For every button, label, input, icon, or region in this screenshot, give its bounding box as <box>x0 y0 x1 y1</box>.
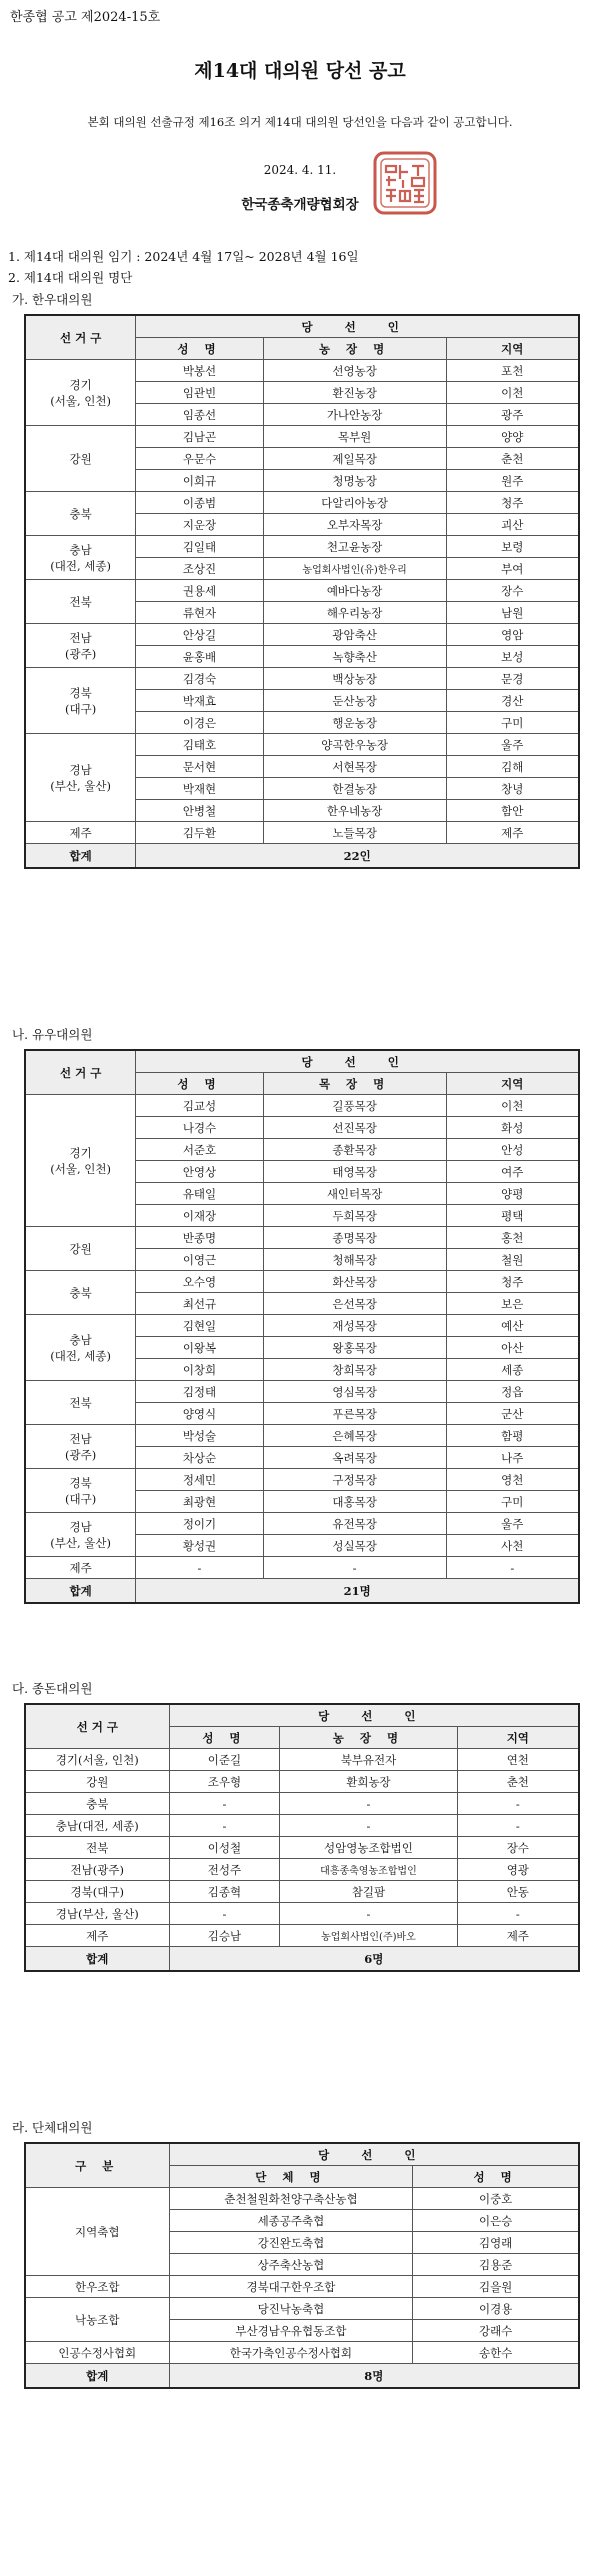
table-row <box>25 536 579 558</box>
region-cell: 영천 <box>446 1469 579 1491</box>
region-cell: 홍천 <box>446 1227 579 1249</box>
organization-cell: 부산경남우유협동조합 <box>169 2320 413 2342</box>
name-cell: 나경수 <box>136 1117 263 1139</box>
table-row <box>25 580 579 602</box>
district-cell: 경기(서울, 인천) <box>25 1749 169 1771</box>
region-cell: 춘천 <box>446 448 579 470</box>
region-cell: 안성 <box>446 1139 579 1161</box>
district-cell: 전남(광주) <box>25 1859 169 1881</box>
name-cell: - <box>136 1557 263 1579</box>
table-row <box>25 668 579 690</box>
announcement-date: 2024. 4. 11. <box>263 163 337 177</box>
region-cell: 함평 <box>446 1425 579 1447</box>
name-cell: 조우형 <box>169 1771 280 1793</box>
header-farm: 농 장 명 <box>263 338 446 360</box>
region-cell: 여주 <box>446 1161 579 1183</box>
table-row <box>25 426 579 448</box>
region-cell: 철원 <box>446 1249 579 1271</box>
total-label: 합계 <box>25 1947 169 1972</box>
region-cell: 김해 <box>446 756 579 778</box>
name-cell: 양영식 <box>136 1403 263 1425</box>
dairy-delegates-table <box>24 1049 580 1604</box>
farm-cell: 광암축산 <box>263 624 446 646</box>
name-cell: 이영근 <box>136 1249 263 1271</box>
region-cell: 경산 <box>446 690 579 712</box>
name-cell: 이종범 <box>136 492 263 514</box>
table-row <box>25 2298 579 2320</box>
name-cell: 지운장 <box>136 514 263 536</box>
total-label: 합계 <box>25 844 136 869</box>
region-cell: 장수 <box>457 1837 579 1859</box>
farm-cell: 서현목장 <box>263 756 446 778</box>
farm-cell: 녹향축산 <box>263 646 446 668</box>
roster-item: 2. 제14대 대의원 명단 <box>8 270 133 285</box>
farm-cell: 환희농장 <box>280 1771 457 1793</box>
name-cell: 최광현 <box>136 1491 263 1513</box>
name-cell: 박재효 <box>136 690 263 712</box>
district-cell: 충남 (대전, 세종) <box>25 1315 136 1381</box>
district-cell: 제주 <box>25 1557 136 1579</box>
name-cell: 이경은 <box>136 712 263 734</box>
signer-name: 한국종축개량협회장 <box>241 197 359 213</box>
region-cell: 구미 <box>446 1491 579 1513</box>
farm-cell: 대흥종축영농조합법인 <box>280 1859 457 1881</box>
name-cell: 정세민 <box>136 1469 263 1491</box>
district-cell: 강원 <box>25 426 136 492</box>
total-value: 22인 <box>136 844 579 869</box>
region-cell: 보은 <box>446 1293 579 1315</box>
name-cell: 박재현 <box>136 778 263 800</box>
header-name: 성 명 <box>136 338 263 360</box>
farm-cell: 옥려목장 <box>263 1447 446 1469</box>
farm-cell: 제일목장 <box>263 448 446 470</box>
name-cell: - <box>169 1815 280 1837</box>
region-cell: 춘천 <box>457 1771 579 1793</box>
header-region: 지역 <box>457 1727 579 1749</box>
farm-cell: 성실목장 <box>263 1535 446 1557</box>
total-row <box>25 844 579 869</box>
farm-cell: 은선목장 <box>263 1293 446 1315</box>
name-cell: 김정태 <box>136 1381 263 1403</box>
district-cell: 전남 (광주) <box>25 1425 136 1469</box>
region-cell: 아산 <box>446 1337 579 1359</box>
region-cell: 괴산 <box>446 514 579 536</box>
district-cell: 경기 (서울, 인천) <box>25 360 136 426</box>
name-cell: 송한수 <box>413 2342 579 2364</box>
section-title-swine: 다. 종돈대의원 <box>12 1681 93 1696</box>
name-cell: 김승남 <box>169 1925 280 1947</box>
table-row <box>25 1771 579 1793</box>
farm-cell: - <box>280 1793 457 1815</box>
division-cell: 한우조합 <box>25 2276 169 2298</box>
name-cell: 박봉선 <box>136 360 263 382</box>
header-district: 선 거 구 <box>25 1704 169 1749</box>
region-cell: 세종 <box>446 1359 579 1381</box>
organization-cell: 경북대구한우조합 <box>169 2276 413 2298</box>
header-organization: 단 체 명 <box>169 2166 413 2188</box>
table-row <box>25 1793 579 1815</box>
table-row <box>25 1469 579 1491</box>
table-row <box>25 624 579 646</box>
district-cell: 충남(대전, 세종) <box>25 1815 169 1837</box>
total-value: 8명 <box>169 2364 579 2389</box>
region-cell: 제주 <box>457 1925 579 1947</box>
organization-delegates-table <box>24 2142 580 2389</box>
name-cell: 서준호 <box>136 1139 263 1161</box>
table-row <box>25 1925 579 1947</box>
farm-cell: 은혜목장 <box>263 1425 446 1447</box>
farm-cell: 성암영농조합법인 <box>280 1837 457 1859</box>
farm-cell: - <box>280 1903 457 1925</box>
farm-cell: 양곡한우농장 <box>263 734 446 756</box>
farm-cell: 해우리농장 <box>263 602 446 624</box>
district-cell: 충북 <box>25 1271 136 1315</box>
farm-cell: - <box>280 1815 457 1837</box>
region-cell: 구미 <box>446 712 579 734</box>
farm-cell: 농업회사법인(주)바오 <box>280 1925 457 1947</box>
farm-cell: 예바다농장 <box>263 580 446 602</box>
name-cell: 김용준 <box>413 2254 579 2276</box>
farm-cell: 참길팜 <box>280 1881 457 1903</box>
region-cell: - <box>446 1557 579 1579</box>
farm-cell: - <box>263 1557 446 1579</box>
name-cell: 류현자 <box>136 602 263 624</box>
name-cell: 임종선 <box>136 404 263 426</box>
region-cell: 양양 <box>446 426 579 448</box>
header-region: 지역 <box>446 1073 579 1095</box>
name-cell: 김태호 <box>136 734 263 756</box>
district-cell: 경남(부산, 울산) <box>25 1903 169 1925</box>
name-cell: 윤홍배 <box>136 646 263 668</box>
farm-cell: 둔산농장 <box>263 690 446 712</box>
hanwoo-delegates-table <box>24 314 580 869</box>
table-row <box>25 734 579 756</box>
farm-cell: 재성목장 <box>263 1315 446 1337</box>
name-cell: - <box>169 1793 280 1815</box>
region-cell: 군산 <box>446 1403 579 1425</box>
name-cell: 정이기 <box>136 1513 263 1535</box>
table-row <box>25 2276 579 2298</box>
farm-cell: 천고윤농장 <box>263 536 446 558</box>
region-cell: 청주 <box>446 1271 579 1293</box>
swine-delegates-table <box>24 1703 580 1972</box>
name-cell: 김현일 <box>136 1315 263 1337</box>
official-seal-icon <box>372 150 438 216</box>
region-cell: 사천 <box>446 1535 579 1557</box>
region-cell: - <box>457 1815 579 1837</box>
farm-cell: 왕홍목장 <box>263 1337 446 1359</box>
section-title-hanwoo: 가. 한우대의원 <box>12 292 93 307</box>
name-cell: 안영상 <box>136 1161 263 1183</box>
table-row <box>25 360 579 382</box>
total-row <box>25 1947 579 1972</box>
total-row <box>25 2364 579 2389</box>
district-cell: 강원 <box>25 1227 136 1271</box>
farm-cell: 한결농장 <box>263 778 446 800</box>
region-cell: 문경 <box>446 668 579 690</box>
header-division: 구 분 <box>25 2143 169 2188</box>
table-row <box>25 1315 579 1337</box>
name-cell: 김영래 <box>413 2232 579 2254</box>
farm-cell: 두희목장 <box>263 1205 446 1227</box>
name-cell: 이왕복 <box>136 1337 263 1359</box>
table-row <box>25 1095 579 1117</box>
document-title: 제14대 대의원 당선 공고 <box>194 60 406 82</box>
district-cell: 제주 <box>25 822 136 844</box>
total-label: 합계 <box>25 2364 169 2389</box>
name-cell: 이창희 <box>136 1359 263 1381</box>
region-cell: 울주 <box>446 1513 579 1535</box>
farm-cell: 북부유전자 <box>280 1749 457 1771</box>
total-value: 6명 <box>169 1947 579 1972</box>
name-cell: 임관빈 <box>136 382 263 404</box>
table-row <box>25 1815 579 1837</box>
name-cell: 우문수 <box>136 448 263 470</box>
farm-cell: 새인터목장 <box>263 1183 446 1205</box>
name-cell: 김남곤 <box>136 426 263 448</box>
region-cell: 영암 <box>446 624 579 646</box>
farm-cell: 청해목장 <box>263 1249 446 1271</box>
table-row <box>25 1227 579 1249</box>
name-cell: 이은승 <box>413 2210 579 2232</box>
organization-cell: 당진낙농축협 <box>169 2298 413 2320</box>
district-cell: 충북 <box>25 492 136 536</box>
term-item: 1. 제14대 대의원 임기 : 2024년 4월 17일~ 2028년 4월 16일 <box>8 249 359 264</box>
organization-cell: 춘천철원화천양구축산농협 <box>169 2188 413 2210</box>
farm-cell: 한우네농장 <box>263 800 446 822</box>
farm-cell: 목부원 <box>263 426 446 448</box>
division-cell: 인공수정사협회 <box>25 2342 169 2364</box>
farm-cell: 창희목장 <box>263 1359 446 1381</box>
region-cell: 함안 <box>446 800 579 822</box>
farm-cell: 종환목장 <box>263 1139 446 1161</box>
name-cell: 이경용 <box>413 2298 579 2320</box>
table-row <box>25 1425 579 1447</box>
farm-cell: 노들목장 <box>263 822 446 844</box>
region-cell: 포천 <box>446 360 579 382</box>
region-cell: 평택 <box>446 1205 579 1227</box>
header-elected: 당 선 인 <box>169 1704 579 1727</box>
name-cell: - <box>169 1903 280 1925</box>
table-row <box>25 1881 579 1903</box>
name-cell: 조상진 <box>136 558 263 580</box>
table-row <box>25 1271 579 1293</box>
region-cell: 창녕 <box>446 778 579 800</box>
name-cell: 유태일 <box>136 1183 263 1205</box>
document-reference: 한종협 공고 제2024-15호 <box>10 10 161 25</box>
district-cell: 충북 <box>25 1793 169 1815</box>
region-cell: 보령 <box>446 536 579 558</box>
header-region: 지역 <box>446 338 579 360</box>
region-cell: 연천 <box>457 1749 579 1771</box>
organization-cell: 상주축산농협 <box>169 2254 413 2276</box>
farm-cell: 가나안농장 <box>263 404 446 426</box>
region-cell: 예산 <box>446 1315 579 1337</box>
header-name: 성 명 <box>169 1727 280 1749</box>
farm-cell: 구정목장 <box>263 1469 446 1491</box>
name-cell: 김경숙 <box>136 668 263 690</box>
header-elected: 당 선 인 <box>136 315 579 338</box>
region-cell: 부여 <box>446 558 579 580</box>
total-row <box>25 1579 579 1604</box>
name-cell: 권용세 <box>136 580 263 602</box>
intro-text: 본회 대의원 선출규정 제16조 의거 제14대 대의원 당선인을 다음과 같이 공고합니다. <box>87 115 513 129</box>
region-cell: 청주 <box>446 492 579 514</box>
organization-cell: 강진완도축협 <box>169 2232 413 2254</box>
header-name: 성 명 <box>413 2166 579 2188</box>
name-cell: 황성권 <box>136 1535 263 1557</box>
district-cell: 경남 (부산, 울산) <box>25 1513 136 1557</box>
table-row <box>25 1859 579 1881</box>
header-district: 선 거 구 <box>25 1050 136 1095</box>
farm-cell: 대홍목장 <box>263 1491 446 1513</box>
total-label: 합계 <box>25 1579 136 1604</box>
region-cell: 영광 <box>457 1859 579 1881</box>
farm-cell: 환진농장 <box>263 382 446 404</box>
farm-cell: 선진목장 <box>263 1117 446 1139</box>
farm-cell: 유전목장 <box>263 1513 446 1535</box>
district-cell: 전북 <box>25 1837 169 1859</box>
district-cell: 제주 <box>25 1925 169 1947</box>
name-cell: 박성술 <box>136 1425 263 1447</box>
table-row <box>25 1903 579 1925</box>
name-cell: 이재장 <box>136 1205 263 1227</box>
region-cell: 제주 <box>446 822 579 844</box>
organization-cell: 한국가축인공수정사협회 <box>169 2342 413 2364</box>
name-cell: 반종명 <box>136 1227 263 1249</box>
header-elected: 당 선 인 <box>136 1050 579 1073</box>
section-title-dairy: 나. 유우대의원 <box>12 1027 93 1042</box>
table-row <box>25 492 579 514</box>
name-cell: 전성주 <box>169 1859 280 1881</box>
name-cell: 김두환 <box>136 822 263 844</box>
name-cell: 이중호 <box>413 2188 579 2210</box>
district-cell: 충남 (대전, 세종) <box>25 536 136 580</box>
region-cell: 남원 <box>446 602 579 624</box>
table-row <box>25 1557 579 1579</box>
name-cell: 최선규 <box>136 1293 263 1315</box>
farm-cell: 길풍목장 <box>263 1095 446 1117</box>
region-cell: - <box>457 1793 579 1815</box>
name-cell: 김을원 <box>413 2276 579 2298</box>
farm-cell: 태영목장 <box>263 1161 446 1183</box>
name-cell: 이성철 <box>169 1837 280 1859</box>
organization-cell: 세종공주축협 <box>169 2210 413 2232</box>
district-cell: 전남 (광주) <box>25 624 136 668</box>
farm-cell: 농업회사법인(유)한우리 <box>263 558 446 580</box>
farm-cell: 행운농장 <box>263 712 446 734</box>
district-cell: 경북 (대구) <box>25 1469 136 1513</box>
header-name: 성 명 <box>136 1073 263 1095</box>
division-cell: 낙농조합 <box>25 2298 169 2342</box>
farm-cell: 선영농장 <box>263 360 446 382</box>
region-cell: 울주 <box>446 734 579 756</box>
table-row <box>25 1381 579 1403</box>
region-cell: 광주 <box>446 404 579 426</box>
name-cell: 이준길 <box>169 1749 280 1771</box>
name-cell: 김종혁 <box>169 1881 280 1903</box>
district-cell: 경기 (서울, 인천) <box>25 1095 136 1227</box>
header-farm: 목 장 명 <box>263 1073 446 1095</box>
district-cell: 경남 (부산, 울산) <box>25 734 136 822</box>
name-cell: 안상길 <box>136 624 263 646</box>
total-value: 21명 <box>136 1579 579 1604</box>
farm-cell: 화산목장 <box>263 1271 446 1293</box>
header-district: 선 거 구 <box>25 315 136 360</box>
region-cell: 이천 <box>446 1095 579 1117</box>
region-cell: 장수 <box>446 580 579 602</box>
name-cell: 차상순 <box>136 1447 263 1469</box>
district-cell: 경북(대구) <box>25 1881 169 1903</box>
farm-cell: 영심목장 <box>263 1381 446 1403</box>
farm-cell: 백상농장 <box>263 668 446 690</box>
table-row <box>25 2342 579 2364</box>
district-cell: 강원 <box>25 1771 169 1793</box>
farm-cell: 푸른목장 <box>263 1403 446 1425</box>
district-cell: 전북 <box>25 1381 136 1425</box>
region-cell: - <box>457 1903 579 1925</box>
table-row <box>25 1513 579 1535</box>
division-cell: 지역축협 <box>25 2188 169 2276</box>
name-cell: 이희규 <box>136 470 263 492</box>
section-title-organization: 라. 단체대의원 <box>12 2120 93 2135</box>
farm-cell: 종명목장 <box>263 1227 446 1249</box>
farm-cell: 청명농장 <box>263 470 446 492</box>
name-cell: 문서현 <box>136 756 263 778</box>
region-cell: 화성 <box>446 1117 579 1139</box>
district-cell: 경북 (대구) <box>25 668 136 734</box>
region-cell: 나주 <box>446 1447 579 1469</box>
name-cell: 김교성 <box>136 1095 263 1117</box>
name-cell: 김일태 <box>136 536 263 558</box>
farm-cell: 오부자목장 <box>263 514 446 536</box>
table-row <box>25 1837 579 1859</box>
header-elected: 당 선 인 <box>169 2143 579 2166</box>
table-row <box>25 2188 579 2210</box>
region-cell: 안동 <box>457 1881 579 1903</box>
name-cell: 강래수 <box>413 2320 579 2342</box>
region-cell: 보성 <box>446 646 579 668</box>
farm-cell: 다알리아농장 <box>263 492 446 514</box>
name-cell: 안병철 <box>136 800 263 822</box>
header-farm: 농 장 명 <box>280 1727 457 1749</box>
name-cell: 오수영 <box>136 1271 263 1293</box>
district-cell: 전북 <box>25 580 136 624</box>
region-cell: 정읍 <box>446 1381 579 1403</box>
table-row <box>25 822 579 844</box>
table-row <box>25 1749 579 1771</box>
region-cell: 원주 <box>446 470 579 492</box>
region-cell: 양평 <box>446 1183 579 1205</box>
region-cell: 이천 <box>446 382 579 404</box>
